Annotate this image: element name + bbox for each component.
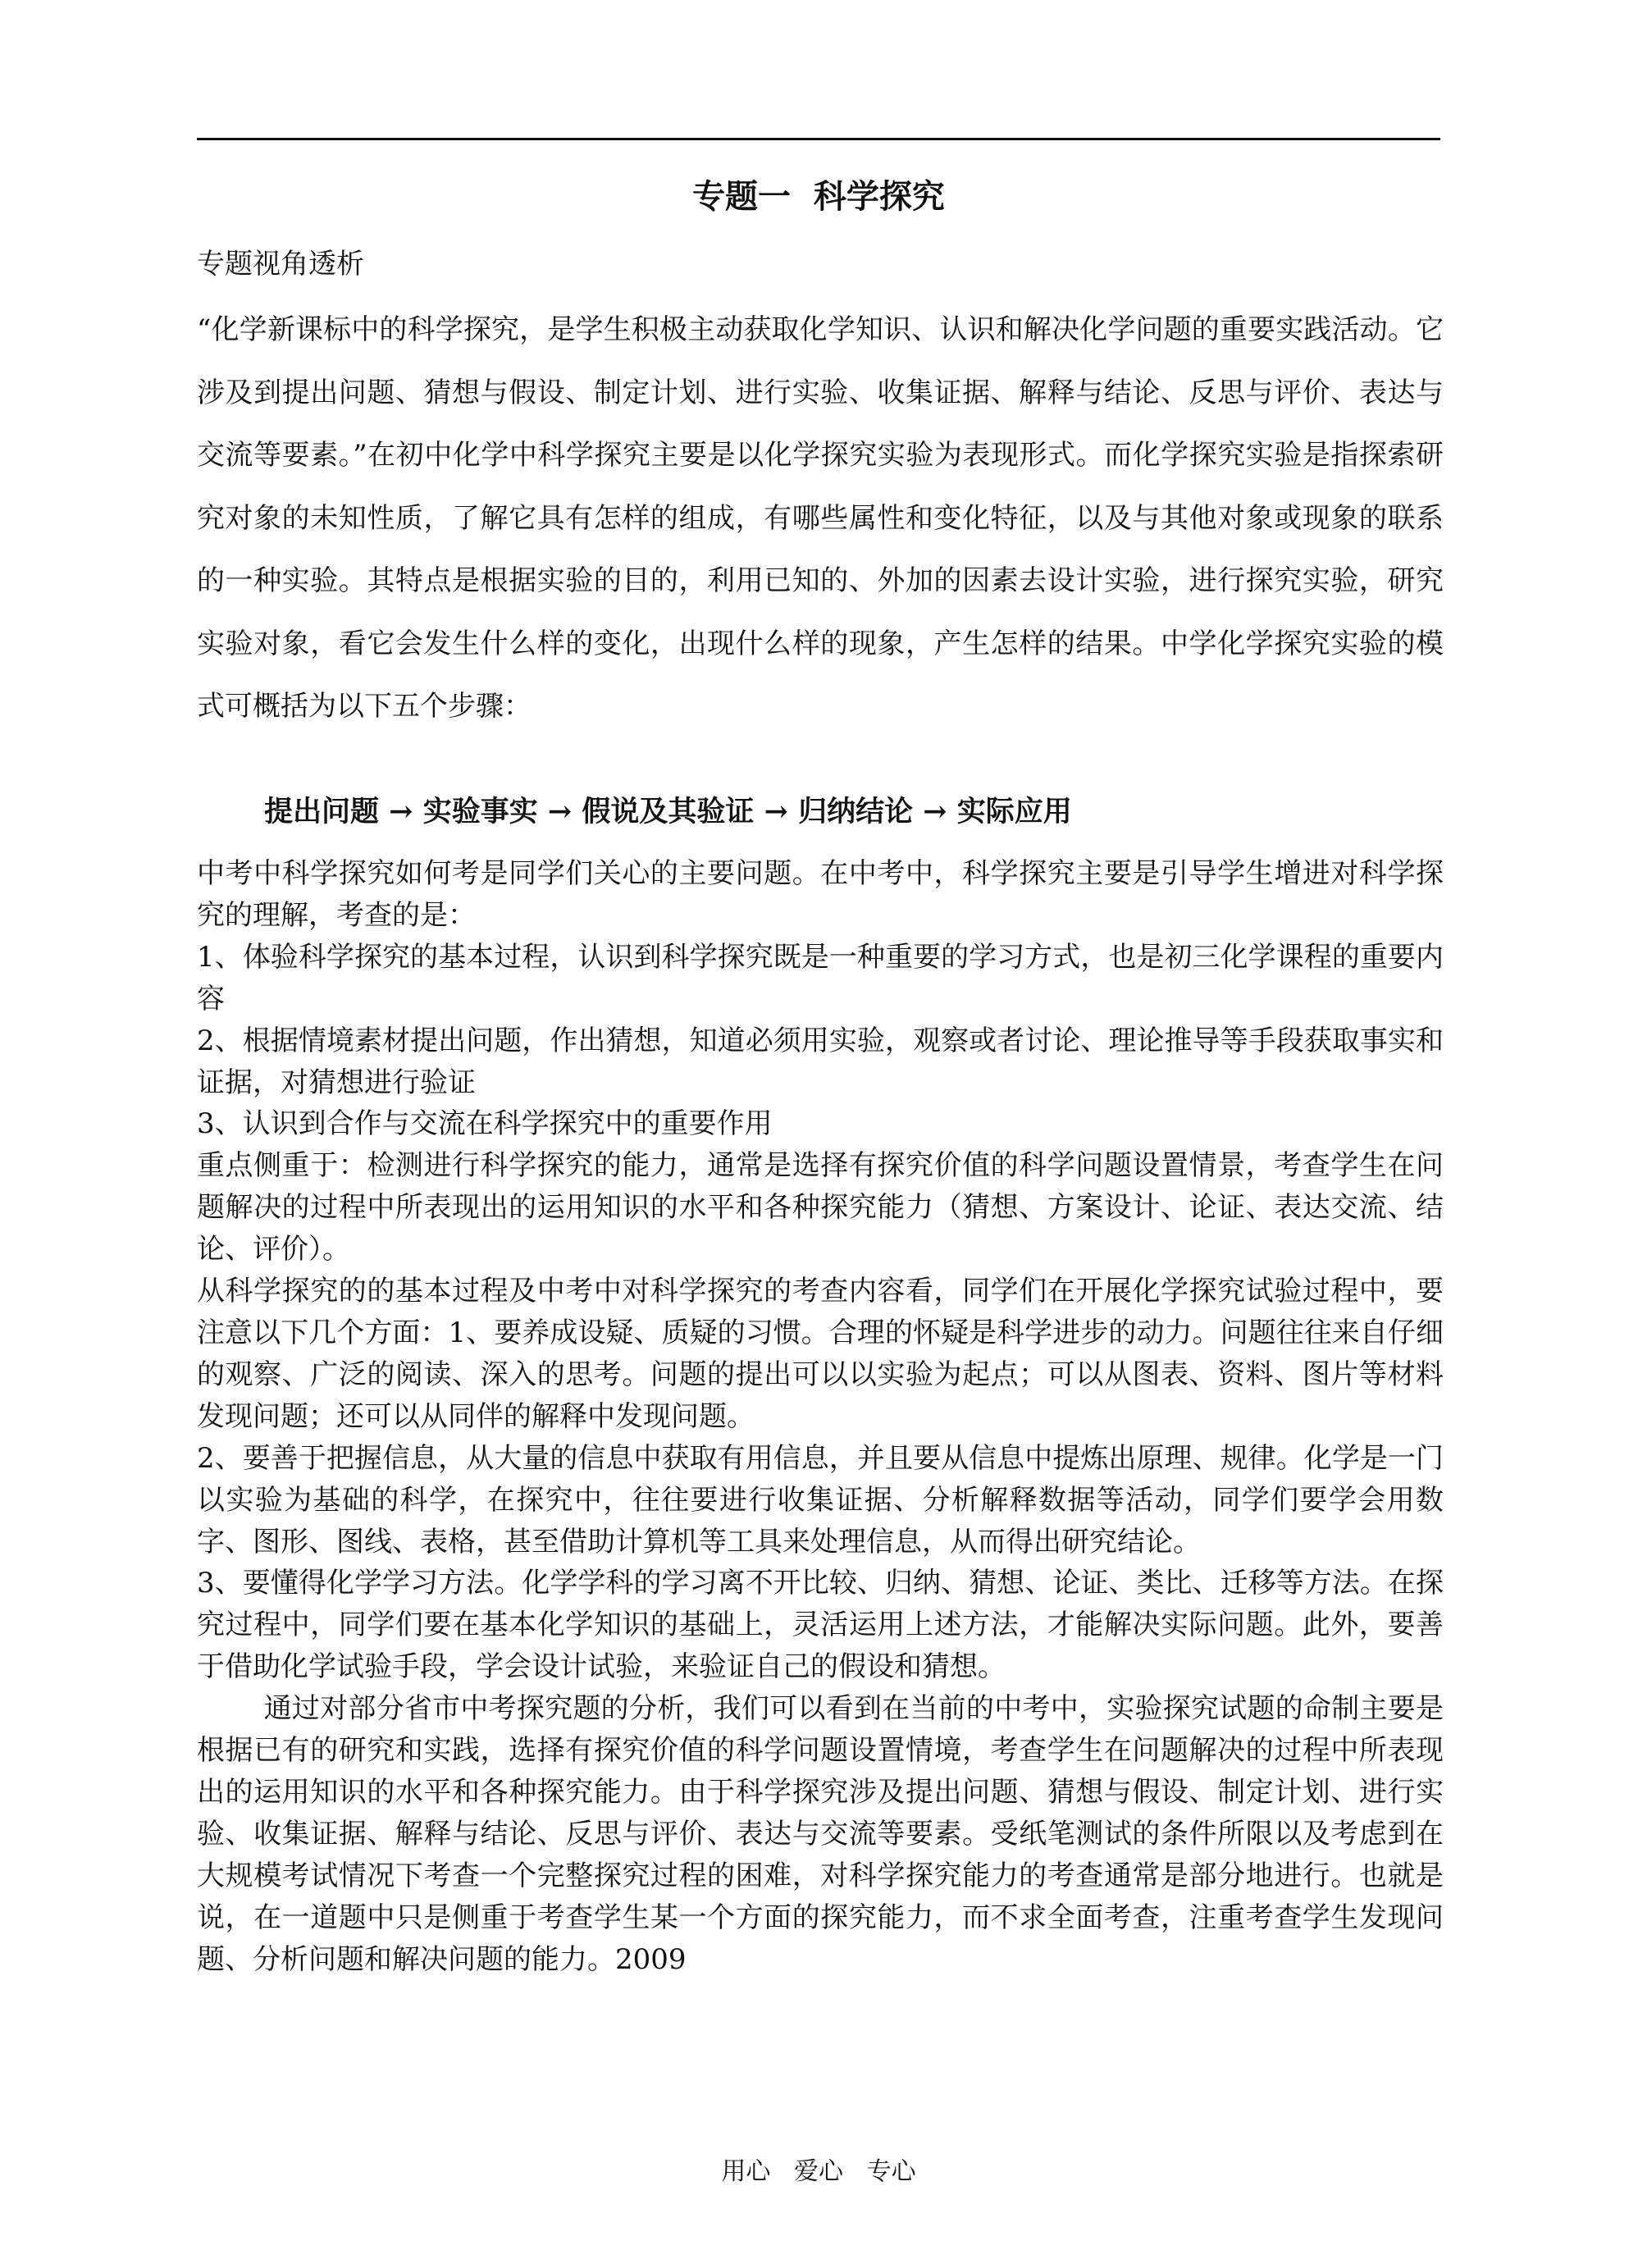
- page-footer: 用心 爱心 专心: [721, 2157, 916, 2186]
- paragraph-information: 2、要善于把握信息，从大量的信息中获取有用信息，并且要从信息中提炼出原理、规律。化学是一门以实验为基础的科学，在探究中，往往要进行收集证据、分析解释数据等活动，同学们要学会用数字、图形、图线、表格，甚至借助计算机等工具来处理信息，从而得出研究结论。: [197, 1441, 1444, 1558]
- page-title: 专题一 科学探究: [692, 177, 945, 216]
- paragraph-point-1: 1、体验科学探究的基本过程，认识到科学探究既是一种重要的学习方式，也是初三化学课程的重要内容: [197, 940, 1444, 1015]
- paragraph-point-3: 3、认识到合作与交流在科学探究中的重要作用: [197, 1107, 773, 1141]
- paragraph-methods: 3、要懂得化学学习方法。化学学科的学习离不开比较、归纳、猜想、论证、类比、迁移等方法。在探究过程中，同学们要在基本化学知识的基础上，灵活运用上述方法，才能解决实际问题。此外，要善于借助化学试验手段，学会设计试验，来验证自己的假设和猜想。: [197, 1567, 1444, 1684]
- inquiry-steps: 提出问题 → 实验事实 → 假说及其验证 → 归纳结论 → 实际应用: [264, 795, 1072, 828]
- paragraph-aspects: 从科学探究的的基本过程及中考中对科学探究的考查内容看，同学们在开展化学探究试验过程中，要注意以下几个方面：1、要养成设疑、质疑的习惯。合理的怀疑是科学进步的动力。问题往往来自仔细的观察、广泛的阅读、深入的思考。问题的提出可以以实验为起点；可以从图表、资料、图片等材料发现问题；还可以从同伴的解释中发现问题。: [197, 1275, 1444, 1433]
- paragraph-focus: 重点侧重于：检测进行科学探究的能力，通常是选择有探究价值的科学问题设置情景，考查学生在问题解决的过程中所表现出的运用知识的水平和各种探究能力（猜想、方案设计、论证、表达交流、结论、评价）。: [197, 1149, 1444, 1266]
- paragraph-exam-overview: 中考中科学探究如何考是同学们关心的主要问题。在中考中，科学探究主要是引导学生增进对科学探究的理解，考查的是：: [197, 857, 1444, 932]
- paragraph-analysis: 通过对部分省市中考探究题的分析，我们可以看到在当前的中考中，实验探究试题的命制主要是根据已有的研究和实践，选择有探究价值的科学问题设置情境，考查学生在问题解决的过程中所表现出的运用知识的水平和各种探究能力。由于科学探究涉及提出问题、猜想与假设、制定计划、进行实验、收集证据、解释与结论、反思与评价、表达与交流等要素。受纸笔测试的条件所限以及考虑到在大规模考试情况下考查一个完整探究过程的困难，对科学探究能力的考查通常是部分地进行。也就是说，在一道题中只是侧重于考查学生某一个方面的探究能力，而不求全面考查，注重考查学生发现问题、分析问题和解决问题的能力。2009: [197, 1692, 1444, 1976]
- section-subtitle: 专题视角透析: [197, 248, 364, 281]
- body-text: [197, 853, 1444, 1980]
- intro-paragraph: “化学新课标中的科学探究，是学生积极主动获取化学知识、认识和解决化学问题的重要实践活动。它涉及到提出问题、猜想与假设、制定计划、进行实验、收集证据、解释与结论、反思与评价、表达与交流等要素。”在初中化学中科学探究主要是以化学探究实验为表现形式。而化学探究实验是指探索研究对象的未知性质，了解它具有怎样的组成，有哪些属性和变化特征，以及与其他对象或现象的联系的一种实验。其特点是根据实验的目的，利用已知的、外加的因素去设计实验，进行探究实验，研究实验对象，看它会发生什么样的变化，出现什么样的现象，产生怎样的结果。中学化学探究实验的模式可概括为以下五个步骤：: [197, 313, 1444, 723]
- paragraph-point-2: 2、根据情境素材提出问题，作出猜想，知道必须用实验，观察或者讨论、理论推导等手段获取事实和证据，对猜想进行验证: [197, 1024, 1444, 1099]
- header-rule: [197, 138, 1440, 140]
